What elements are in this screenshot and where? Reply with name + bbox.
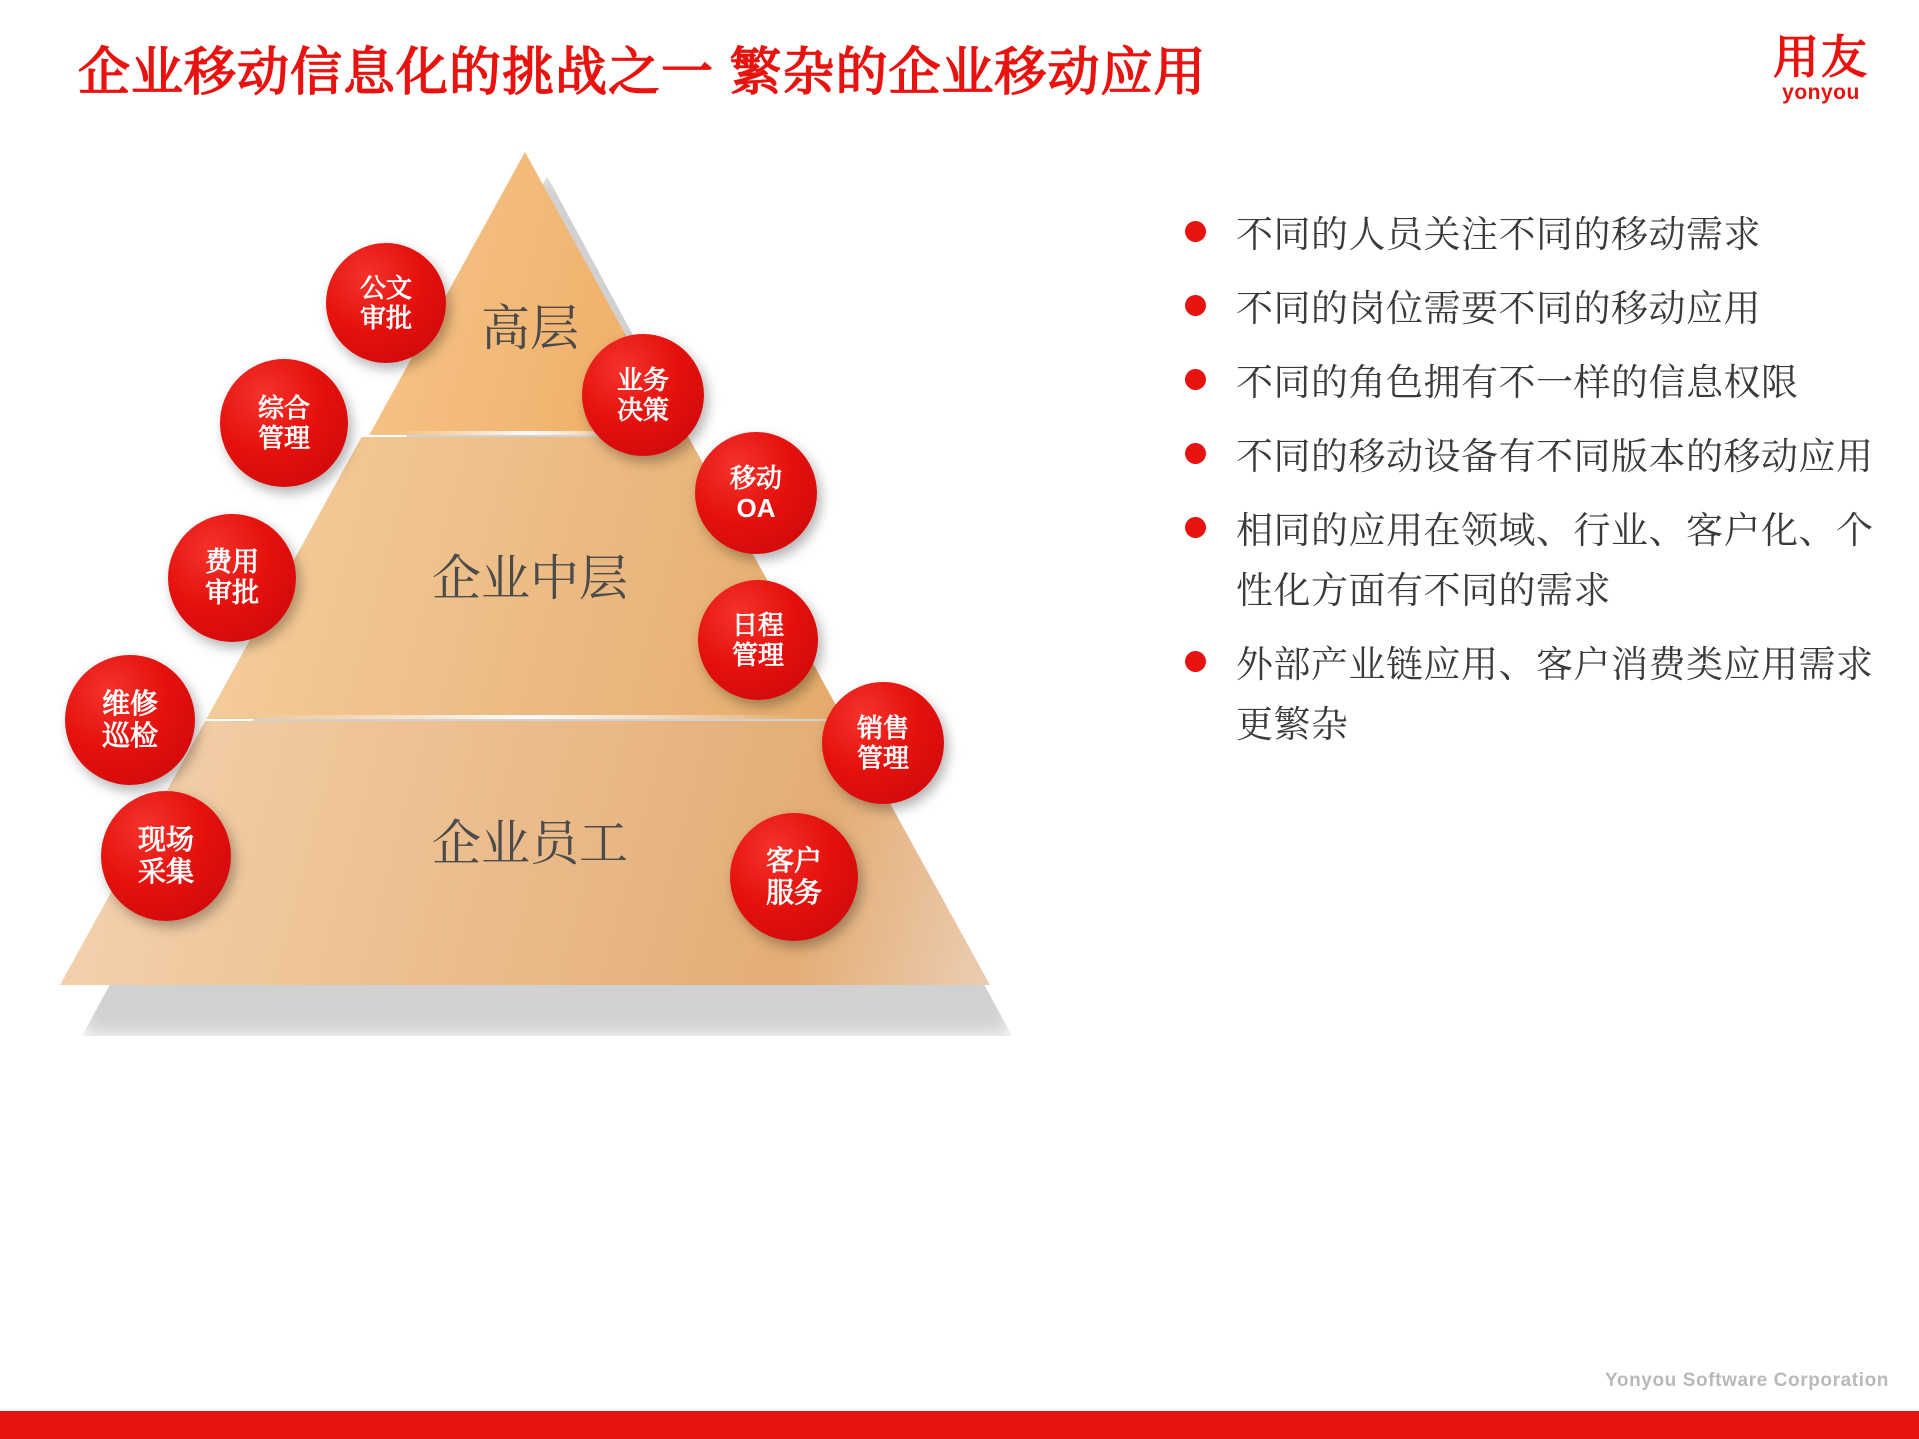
challenge-bullet-list — [1185, 205, 1885, 769]
bubble-label-line: 客户 — [765, 844, 822, 876]
bullet-dot-icon — [1185, 443, 1206, 464]
bubble-label-line: 审批 — [205, 578, 259, 608]
bullet-text: 不同的岗位需要不同的移动应用 — [1236, 287, 1761, 329]
bubble-label-line: 管理 — [731, 640, 784, 670]
bubble-label-line: 巡检 — [101, 720, 158, 751]
pyramid-divider-lower — [255, 715, 800, 719]
bubble-label-line: 综合 — [257, 392, 310, 423]
footer-accent-bar — [0, 1411, 1919, 1439]
bubble-label — [138, 824, 194, 889]
logo-chinese-text: 用友 — [1773, 31, 1869, 83]
bubble-label — [732, 610, 784, 670]
bullet-dot-icon — [1185, 517, 1206, 538]
bubble-label-line: 审批 — [359, 303, 412, 333]
pyramid-label-bottom: 企业员工 — [431, 817, 628, 871]
bullet-item — [1185, 427, 1885, 487]
bullet-text: 不同的人员关注不同的移动需求 — [1236, 214, 1761, 255]
bubble-label — [205, 547, 259, 610]
bullet-text: 外部产业链应用、客户消费类应用需求更繁杂 — [1236, 643, 1874, 745]
bullet-text: 相同的应用在领域、行业、客户化、个性化方面有不同的需求 — [1236, 509, 1874, 611]
bubble-label — [258, 393, 310, 453]
bubble-label-line: 费用 — [205, 546, 259, 577]
bubble-label-line: 公文 — [359, 272, 412, 303]
logo-english-text: yonyou — [1782, 81, 1860, 104]
bullet-dot-icon — [1185, 651, 1206, 672]
bubble-label-line: 维修 — [101, 687, 158, 719]
bubble-label-line: 服务 — [765, 877, 822, 908]
bubble-label — [617, 365, 669, 425]
bullet-item — [1185, 635, 1885, 755]
bubble-label-line: 采集 — [137, 856, 194, 887]
footer-copyright: Yonyou Software Corporation — [1605, 1370, 1889, 1391]
pyramid-diagram — [40, 140, 1050, 1030]
bubble-label-line: 销售 — [856, 712, 909, 743]
bubble-label — [730, 463, 782, 523]
bullet-item — [1185, 205, 1885, 265]
bubble-kehu-fuwu[interactable] — [730, 813, 858, 941]
bubble-label — [102, 688, 158, 753]
bubble-label-line: OA — [736, 493, 776, 523]
bullet-text: 不同的角色拥有不一样的信息权限 — [1236, 361, 1799, 403]
bubble-richeng-guanli[interactable] — [698, 580, 818, 700]
bubble-label-line: 管理 — [856, 743, 909, 773]
bullet-item — [1185, 353, 1885, 413]
bullet-text: 不同的移动设备有不同版本的移动应用 — [1236, 435, 1874, 477]
pyramid-label-top: 高层 — [480, 302, 579, 356]
bubble-gongwen-shenpi[interactable] — [326, 243, 446, 363]
bubble-label — [360, 273, 412, 333]
bubble-label-line: 现场 — [137, 823, 194, 855]
bubble-label-line: 管理 — [257, 423, 310, 453]
page-title: 企业移动信息化的挑战之一 繁杂的企业移动应用 — [78, 44, 1207, 102]
bullet-item — [1185, 501, 1885, 621]
bubble-label — [766, 845, 822, 910]
bullet-dot-icon — [1185, 369, 1206, 390]
bubble-label-line: 业务 — [616, 364, 669, 395]
bullet-dot-icon — [1185, 295, 1206, 316]
bubble-weixiu-xunjian[interactable] — [65, 655, 195, 785]
yonyou-logo — [1761, 31, 1881, 106]
bubble-label-line: 日程 — [731, 609, 784, 640]
bubble-label — [857, 713, 909, 773]
bullet-dot-icon — [1185, 221, 1206, 242]
bullet-item — [1185, 279, 1885, 339]
bubble-yidong-oa[interactable] — [695, 432, 817, 554]
bubble-label-line: 决策 — [616, 395, 669, 425]
bubble-xiaoshou-guanli[interactable] — [822, 682, 944, 804]
bubble-label-line: 移动 — [729, 462, 782, 493]
bubble-yewu-juece[interactable] — [582, 334, 704, 456]
bubble-xianchang-caiji[interactable] — [101, 791, 231, 921]
pyramid-label-middle: 企业中层 — [431, 552, 628, 606]
bubble-feiyong-shenpi[interactable] — [168, 514, 296, 642]
bubble-zonghe-guanli[interactable] — [220, 359, 348, 487]
